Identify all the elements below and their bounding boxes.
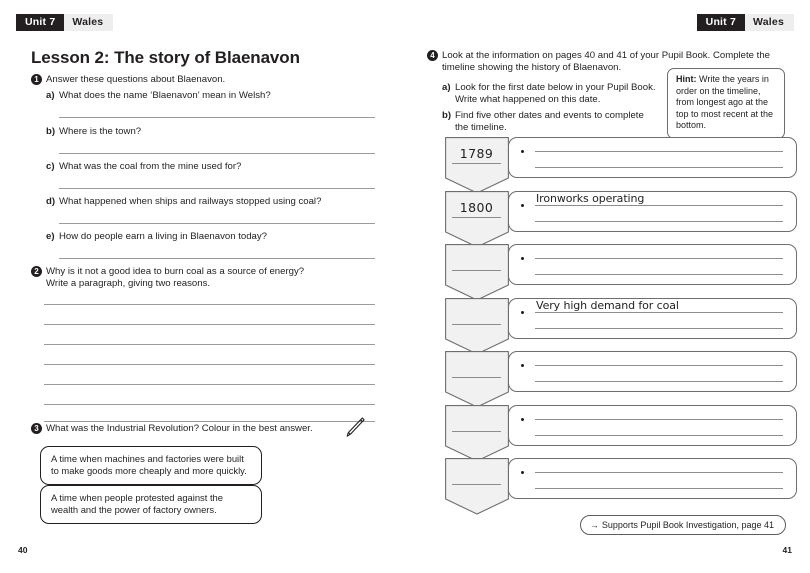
question-3 — [31, 423, 313, 435]
timeline-date-value: 1789 — [459, 146, 494, 161]
item-label: e) — [46, 231, 55, 242]
timeline-row — [445, 405, 797, 446]
item-text: What does the name ‘Blaenavon’ mean in Welsh? — [59, 90, 271, 101]
timeline-event-value: Very high demand for coal — [536, 298, 679, 312]
timeline-date-line[interactable] — [452, 431, 501, 432]
timeline-writing-line[interactable] — [535, 205, 783, 206]
timeline-date-cell[interactable] — [445, 458, 509, 515]
timeline-date-cell[interactable] — [445, 351, 509, 408]
item-label: a) — [46, 90, 55, 101]
answer-line[interactable] — [44, 421, 375, 422]
timeline-date-line[interactable] — [452, 324, 501, 325]
timeline-writing-line[interactable] — [535, 221, 783, 222]
running-head-left — [16, 14, 113, 31]
pencil-icon — [341, 415, 367, 446]
timeline-row — [445, 298, 797, 339]
timeline-writing-line[interactable] — [535, 365, 783, 366]
timeline-date-line[interactable] — [452, 484, 501, 485]
item-text: How do people earn a living in Blaenavon today? — [59, 231, 268, 242]
answer-option-1[interactable] — [40, 446, 262, 485]
bullet-icon — [521, 311, 524, 314]
item-line-1: Find five other dates and events to — [455, 110, 603, 121]
answer-line[interactable] — [44, 324, 375, 325]
option-line-2: wealth and the power of factory owners. — [51, 504, 217, 516]
timeline-date-line[interactable] — [452, 163, 501, 164]
question-2-line-2: Write a paragraph, giving two reasons. — [46, 278, 211, 290]
answer-option-2[interactable] — [40, 485, 262, 524]
timeline-date-line[interactable] — [452, 270, 501, 271]
supports-pill — [580, 515, 786, 535]
bullet-icon — [521, 364, 524, 367]
arrow-icon: → — [589, 520, 599, 530]
answer-line[interactable] — [44, 364, 375, 365]
question-2 — [31, 266, 381, 291]
timeline-row — [445, 191, 797, 232]
timeline-writing-line[interactable] — [535, 274, 783, 275]
option-line-1: A time when machines and factories were built — [51, 453, 244, 464]
answer-line[interactable] — [59, 223, 375, 224]
timeline-row — [445, 137, 797, 178]
page-number-right: 41 — [782, 545, 792, 555]
question-4-item-a — [442, 82, 657, 107]
question-1-item-c — [46, 161, 241, 173]
item-label: d) — [46, 196, 56, 207]
answer-line[interactable] — [59, 117, 375, 118]
question-4-item-b — [442, 110, 657, 135]
question-1-item-e — [46, 231, 267, 243]
timeline-row — [445, 244, 797, 285]
timeline-writing-line[interactable] — [535, 258, 783, 259]
bullet-icon — [521, 150, 524, 153]
option-line-2: to make goods more cheaply and more quickly. — [51, 465, 247, 477]
question-1-item-a — [46, 90, 271, 102]
option-line-1: A time when people protested against the — [51, 492, 223, 503]
timeline-date-line[interactable] — [452, 377, 501, 378]
unit-badge: Unit 7 — [16, 14, 64, 31]
answer-line[interactable] — [59, 188, 375, 189]
item-label: b) — [442, 110, 452, 121]
bullet-icon — [521, 418, 524, 421]
question-2-line-1: Why is it not a good idea to burn coal as a source of energy? — [46, 266, 305, 277]
question-1 — [31, 74, 225, 86]
question-number: 1 — [31, 74, 42, 85]
topic-badge: Wales — [745, 14, 794, 31]
hint-label: Hint: — [676, 74, 697, 84]
timeline-date-cell[interactable] — [445, 191, 509, 248]
timeline-writing-line[interactable] — [535, 419, 783, 420]
bullet-icon — [521, 257, 524, 260]
question-3-stem: What was the Industrial Revolution? Colour in the best answer. — [46, 423, 313, 434]
item-label: a) — [442, 82, 451, 93]
question-4-line-1: Look at the information on pages 40 and 41 of your Pupil Book. Complete the — [442, 50, 771, 61]
timeline-writing-line[interactable] — [535, 167, 783, 168]
answer-line[interactable] — [59, 258, 375, 259]
timeline-event-value: Ironworks operating — [536, 191, 645, 205]
hint-text: Write the years in order on the timeline, from longest ago at the top to most recent at the bottom. — [676, 74, 774, 131]
running-head-right — [697, 14, 794, 31]
page-number-left: 40 — [18, 545, 28, 555]
timeline-event-box[interactable] — [508, 137, 797, 178]
question-number: 2 — [31, 266, 42, 277]
item-line-2: Book. Write what happened on this date. — [455, 82, 656, 106]
unit-badge: Unit 7 — [697, 14, 745, 31]
timeline-date-cell[interactable] — [445, 405, 509, 462]
timeline-row — [445, 458, 797, 499]
hint-box — [667, 68, 785, 139]
timeline-event-box[interactable] — [508, 244, 797, 285]
item-text: Where is the town? — [59, 126, 142, 137]
timeline-date-line[interactable] — [452, 217, 501, 218]
timeline-event-box[interactable] — [508, 351, 797, 392]
item-label: c) — [46, 161, 55, 172]
question-1-item-b — [46, 126, 141, 138]
page-right — [405, 0, 810, 573]
timeline-writing-line[interactable] — [535, 435, 783, 436]
timeline-event-box[interactable] — [508, 458, 797, 499]
bullet-icon — [521, 204, 524, 207]
answer-line[interactable] — [44, 384, 375, 385]
supports-text: Supports Pupil Book Investigation, page 41 — [601, 520, 774, 530]
question-4-line-2: timeline showing the history of Blaenavon. — [442, 62, 622, 74]
timeline-writing-line[interactable] — [535, 472, 783, 473]
item-line-2: complete the timeline. — [455, 110, 644, 134]
answer-line[interactable] — [44, 304, 375, 305]
timeline-writing-line[interactable] — [535, 312, 783, 313]
question-1-stem: Answer these questions about Blaenavon. — [46, 74, 226, 85]
item-text: What happened when ships and railways stopped using coal? — [59, 196, 322, 207]
question-1-item-d — [46, 196, 321, 208]
timeline-date-cell[interactable] — [445, 137, 509, 194]
timeline-writing-line[interactable] — [535, 151, 783, 152]
answer-line[interactable] — [44, 344, 375, 345]
answer-line[interactable] — [59, 153, 375, 154]
topic-badge: Wales — [64, 14, 113, 31]
timeline-row — [445, 351, 797, 392]
item-label: b) — [46, 126, 56, 137]
question-number: 4 — [427, 50, 438, 61]
item-line-1: Look for the first date below in your Pupil — [455, 82, 629, 93]
timeline-writing-line[interactable] — [535, 488, 783, 489]
timeline-date-value: 1800 — [459, 199, 494, 215]
timeline-date-cell[interactable] — [445, 244, 509, 301]
timeline-writing-line[interactable] — [535, 328, 783, 329]
bullet-icon — [521, 471, 524, 474]
answer-line[interactable] — [44, 404, 375, 405]
page-title: Lesson 2: The story of Blaenavon — [31, 48, 300, 67]
timeline-event-box[interactable] — [508, 405, 797, 446]
timeline-writing-line[interactable] — [535, 381, 783, 382]
item-text: What was the coal from the mine used for? — [59, 161, 242, 172]
question-number: 3 — [31, 423, 42, 434]
timeline-date-cell[interactable] — [445, 298, 509, 355]
